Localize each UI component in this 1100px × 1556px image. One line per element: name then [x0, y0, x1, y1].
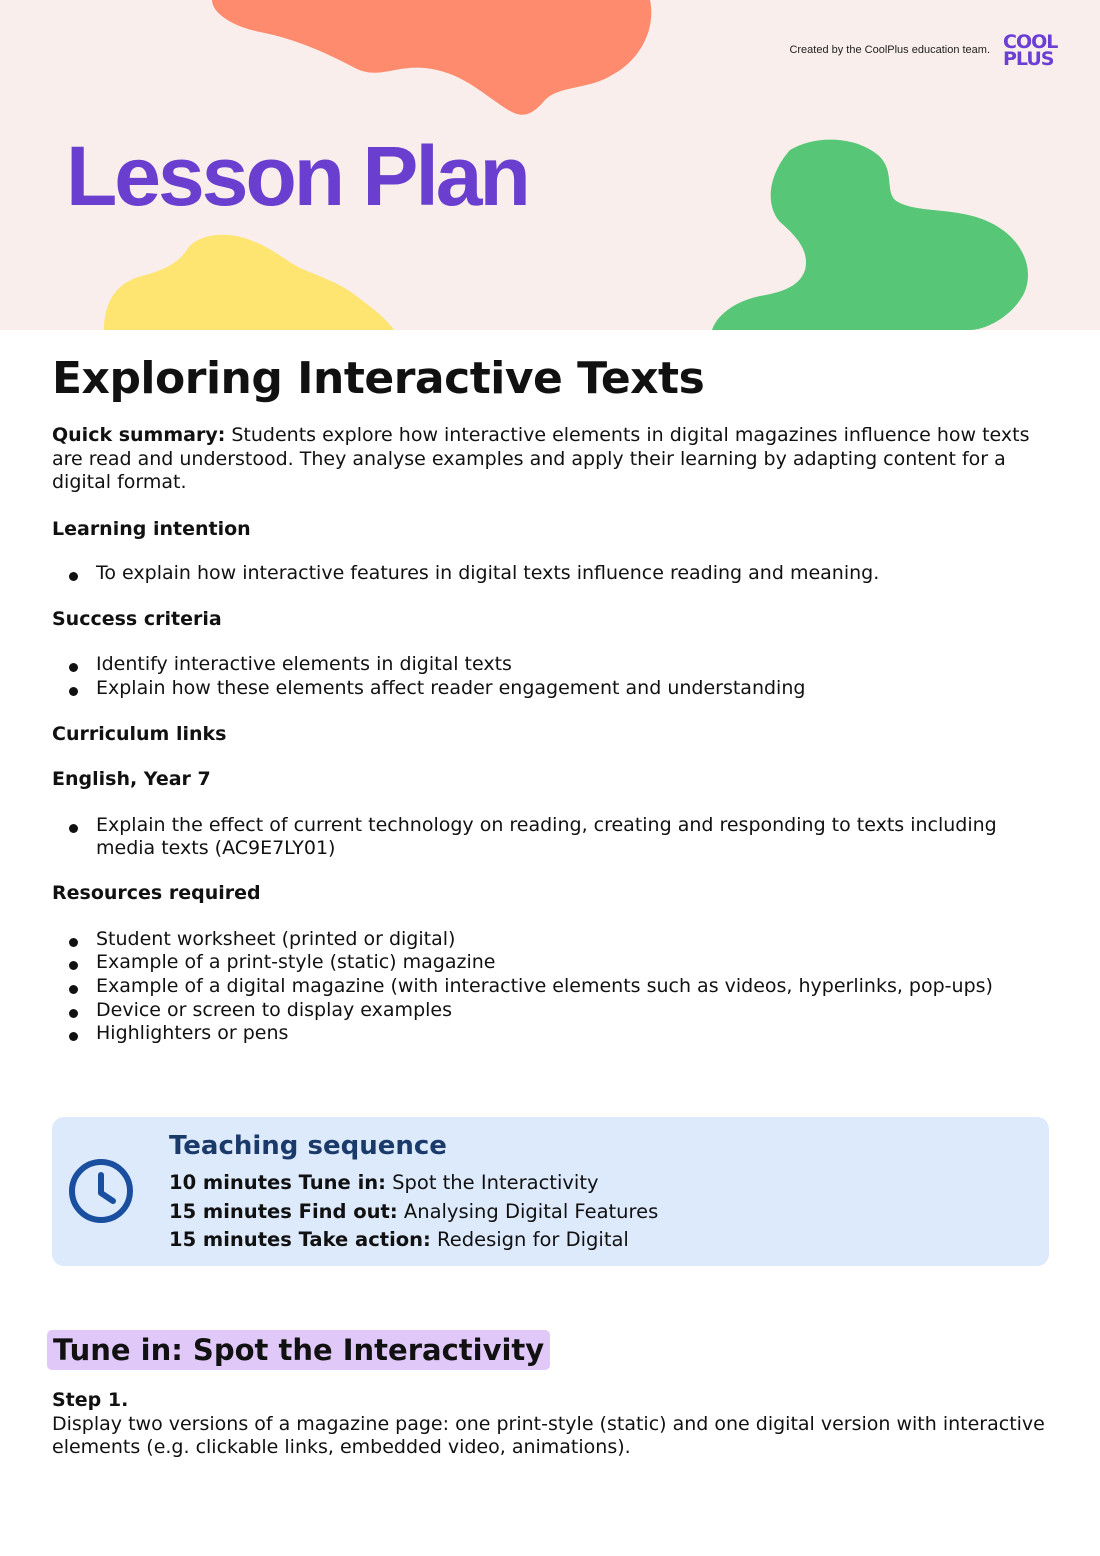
sequence-item-label: 15 minutes Take action: [169, 1228, 431, 1251]
logo-line-plus: PLUS [1003, 48, 1054, 70]
step-text: Display two versions of a magazine page: one print-style (static) and one digital version with interactive elements (e.g. clickable links, embedded video, animations). [52, 1412, 1045, 1458]
teaching-sequence-card [52, 1117, 1049, 1266]
step-label: Step 1. [52, 1389, 129, 1411]
sequence-item [169, 1198, 658, 1227]
success-criteria-heading: Success criteria [52, 607, 222, 630]
curriculum-list [52, 814, 1052, 861]
tune-in-heading: Tune in: Spot the Interactivity [47, 1330, 550, 1370]
learning-intention-heading: Learning intention [52, 517, 251, 540]
summary-text: Students explore how interactive elements in digital magazines influence how texts are read and understood. They analyse examples and apply their learning by adapting content for a digital format. [52, 424, 1030, 493]
page-title: Lesson Plan [66, 129, 528, 223]
sequence-item [169, 1169, 658, 1198]
list-item: Device or screen to display examples [96, 999, 1052, 1023]
orange-blob [212, 0, 651, 115]
sequence-item-text: Spot the Interactivity [385, 1171, 599, 1194]
lesson-content [52, 350, 1052, 1046]
yellow-blob [104, 235, 394, 330]
logo-line-cool: COOL [1003, 31, 1058, 53]
resources-list [52, 928, 1052, 1047]
list-item: Highlighters or pens [96, 1022, 1052, 1046]
sequence-item-text: Analysing Digital Features [397, 1199, 659, 1223]
summary-label: Quick summary: [52, 424, 226, 446]
list-item: Example of a print-style (static) magazine [96, 951, 1052, 975]
sequence-item-text: Redesign for Digital [430, 1228, 629, 1251]
curriculum-heading: Curriculum links [52, 722, 227, 745]
learning-intention-list [52, 562, 1052, 586]
sequence-item-label: 15 minutes Find out: [169, 1199, 398, 1223]
list-item: Explain the effect of current technology on reading, creating and responding to texts including media texts (AC9E7LY01) [96, 814, 1052, 861]
sequence-heading: Teaching sequence [169, 1131, 447, 1161]
list-item: Student worksheet (printed or digital) [96, 928, 1052, 952]
sequence-item-label: 10 minutes Tune in: [169, 1171, 386, 1194]
list-item: Explain how these elements affect reader engagement and understanding [96, 677, 1052, 701]
list-item: Example of a digital magazine (with interactive elements such as videos, hyperlinks, pop-ups) [96, 975, 1052, 999]
curriculum-subheading: English, Year 7 [52, 768, 211, 791]
quick-summary [52, 424, 1052, 495]
lesson-title: Exploring Interactive Texts [52, 353, 705, 404]
list-item: To explain how interactive features in digital texts influence reading and meaning. [96, 562, 1052, 586]
header-banner [0, 0, 1100, 330]
credit-text: Created by the CoolPlus education team. [789, 44, 990, 56]
success-criteria-list [52, 653, 1052, 700]
sequence-item [169, 1226, 658, 1255]
step-1 [52, 1389, 1052, 1460]
clock-icon [67, 1157, 137, 1227]
coolplus-logo [1003, 31, 1069, 74]
green-blob [712, 140, 1028, 330]
list-item: Identify interactive elements in digital texts [96, 653, 1052, 677]
resources-heading: Resources required [52, 882, 261, 905]
sequence-list [169, 1169, 658, 1255]
